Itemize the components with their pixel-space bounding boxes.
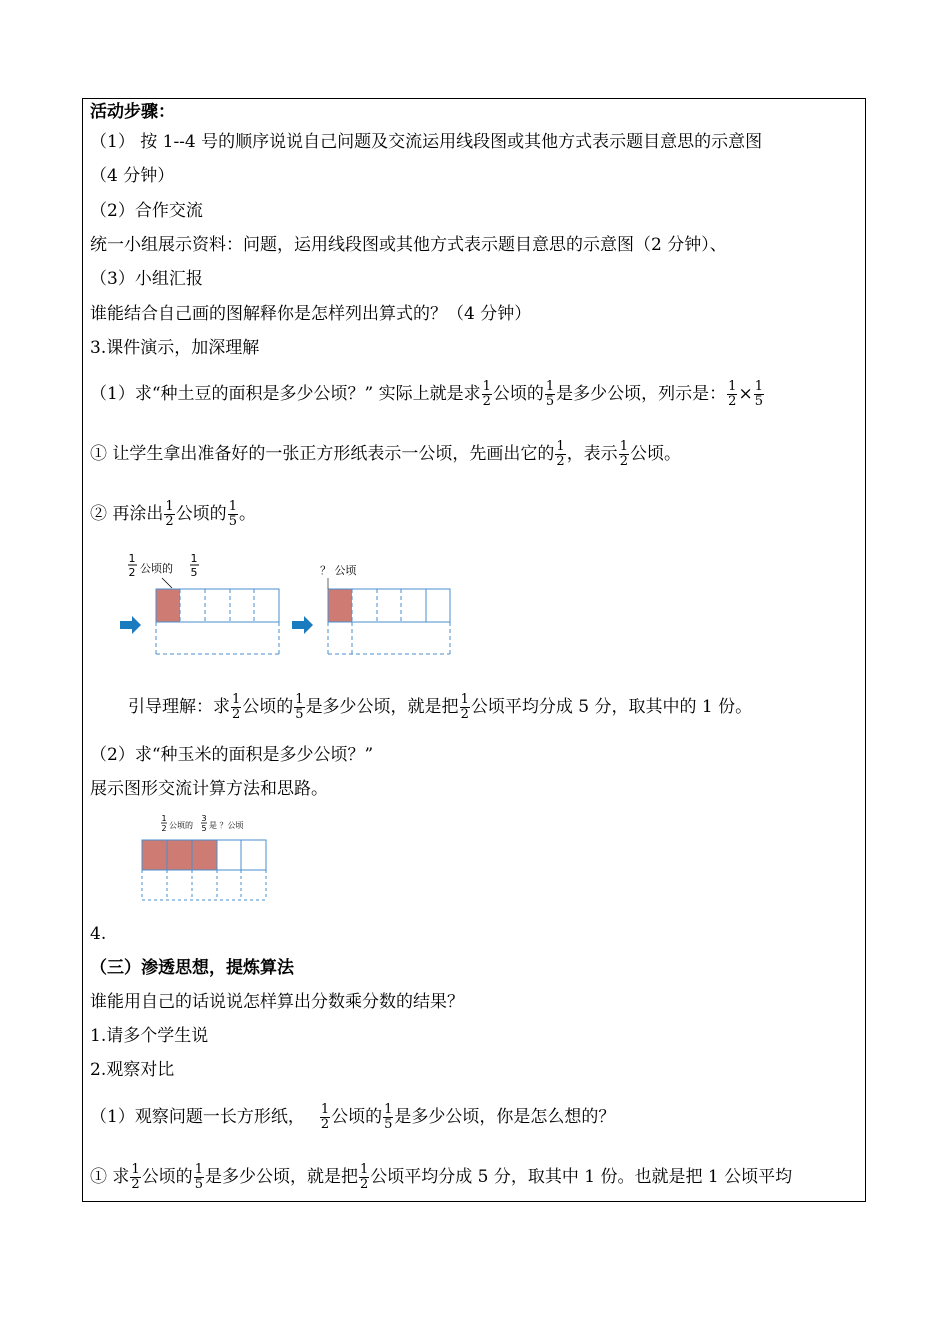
fraction-one-fifth: $\frac{1}{5}$: [194, 1162, 203, 1192]
courseware-demo-heading: 3.课件演示，加深理解: [90, 338, 260, 358]
potato-question: （1）求“种土豆的面积是多少公顷？” 实际上就是求 $\frac{1}{2}$ 公顷的 $\frac{1}{5}$ 是多少公顷，列示是： $\frac{1}{2}$ × $\frac{1}{5}$: [90, 379, 763, 409]
svg-text:3: 3: [201, 814, 207, 823]
section-heading-three: （三）渗透思想，提炼算法: [90, 958, 294, 978]
explanation-1: ① 求 $\frac{1}{2}$ 公顷的 $\frac{1}{5}$ 是多少公顷，就是把 $\frac{1}{2}$ 公顷平均分成 5 分，取其中 1 份。也就是把 1 公顷平均: [90, 1162, 793, 1192]
potato-area-figures: [110, 548, 470, 660]
show-figure-text: 展示图形交流计算方法和思路。: [90, 779, 328, 799]
fraction-one-fifth: $\frac{1}{5}$: [545, 379, 555, 409]
fraction-one-half: $\frac{1}{2}$: [165, 499, 174, 529]
figure-1-grid: [156, 589, 279, 654]
guided-understanding: 引导理解：求 $\frac{1}{2}$ 公顷的 $\frac{1}{5}$ 是多少公顷，就是把 $\frac{1}{2}$ 公顷平均分成 5 分，取其中的 1 份。: [128, 692, 753, 722]
step-1-time: （4 分钟）: [90, 166, 175, 186]
arrow-right-icon: [120, 616, 141, 634]
fraction-one-fifth: $\frac{1}{5}$: [295, 692, 304, 722]
fraction-one-fifth: $\frac{1}{5}$: [228, 499, 237, 529]
question-fraction-multiplication: 谁能用自己的话说说怎样算出分数乘分数的结果？: [90, 992, 464, 1012]
fraction-one-half: $\frac{1}{2}$: [131, 1162, 140, 1192]
svg-text:2: 2: [161, 824, 167, 833]
observe-question: （1）观察问题一长方形纸， $\frac{1}{2}$ 公顷的 $\frac{1}{5}$ 是多少公顷，你是怎么想的？: [90, 1102, 616, 1132]
svg-text:？ 公顷: ？ 公顷: [320, 564, 357, 577]
item-1-students: 1.请多个学生说: [90, 1026, 209, 1046]
svg-text:5: 5: [190, 566, 198, 579]
figure-2-grid: [328, 578, 450, 654]
step-3-text: 谁能结合自己画的图解释你是怎样列出算式的？（4 分钟）: [90, 304, 532, 324]
fraction-one-half: $\frac{1}{2}$: [232, 692, 241, 722]
corn-area-figure: [138, 812, 274, 904]
figure-1-label: [128, 552, 199, 579]
corn-question: （2）求“种玉米的面积是多少公顷？”: [90, 745, 374, 765]
step-2-title: （2）合作交流: [90, 201, 203, 221]
fraction-one-half: $\frac{1}{2}$: [482, 379, 491, 409]
fraction-one-half: $\frac{1}{2}$: [556, 439, 565, 469]
section-heading-steps: 活动步骤：: [90, 102, 175, 122]
fraction-one-half: $\frac{1}{2}$: [320, 1102, 330, 1132]
arrow-right-icon: [292, 616, 313, 634]
svg-text:公顷的: 公顷的: [169, 821, 193, 830]
instruction-1: ① 让学生拿出准备好的一张正方形纸表示一公顷，先画出它的 $\frac{1}{2}$ ，表示 $\frac{1}{2}$ 公顷。: [90, 439, 681, 469]
svg-text:是 ？公顷: 是 ？公顷: [209, 821, 244, 830]
step-1-text: （1） 按 1--4 号的顺序说说自己问题及交流运用线段图或其他方式表示题目意思的示意图: [90, 132, 763, 152]
svg-text:1: 1: [190, 552, 198, 565]
fraction-one-half: $\frac{1}{2}$: [619, 439, 628, 469]
figure-3-grid: [142, 840, 266, 900]
fraction-one-fifth: $\frac{1}{5}$: [384, 1102, 393, 1132]
step-2-text: 统一小组展示资料：问题，运用线段图或其他方式表示题目意思的示意图（2 分钟）、: [90, 235, 727, 255]
item-2-compare: 2.观察对比: [90, 1060, 175, 1080]
svg-text:公顷的: 公顷的: [140, 562, 173, 575]
item-4: 4.: [90, 924, 107, 944]
fraction-one-half: $\frac{1}{2}$: [359, 1162, 369, 1192]
svg-text:5: 5: [201, 824, 207, 833]
step-3-title: （3）小组汇报: [90, 269, 203, 289]
svg-text:1: 1: [128, 552, 136, 565]
svg-text:1: 1: [161, 814, 167, 823]
fraction-one-half: $\frac{1}{2}$: [728, 379, 737, 409]
instruction-2: ② 再涂出 $\frac{1}{2}$ 公顷的 $\frac{1}{5}$ 。: [90, 499, 256, 529]
fraction-one-half: $\frac{1}{2}$: [460, 692, 469, 722]
fraction-one-fifth: $\frac{1}{5}$: [754, 379, 763, 409]
svg-text:2: 2: [128, 566, 136, 579]
